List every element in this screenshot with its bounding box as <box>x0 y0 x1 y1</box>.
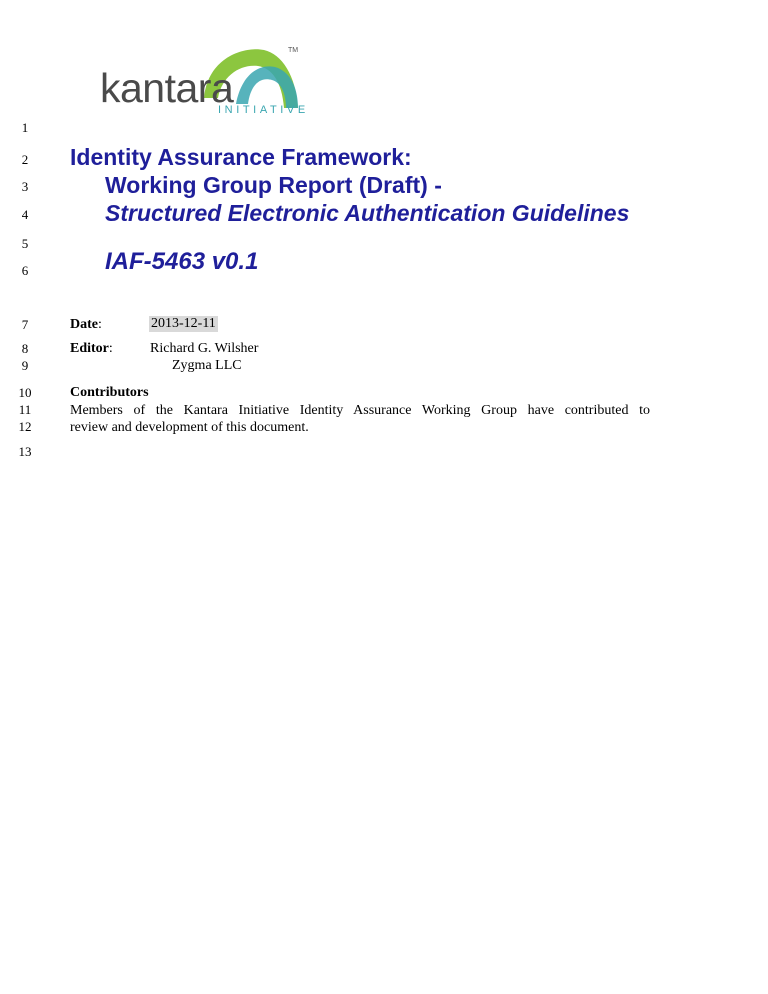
contributors-heading: Contributors <box>70 385 149 400</box>
line-number: 6 <box>21 263 29 278</box>
line-number: 13 <box>18 444 32 459</box>
trademark-mark: TM <box>288 47 299 54</box>
line-number: 2 <box>21 152 29 167</box>
kantara-logo <box>96 38 309 122</box>
editor-name: Richard G. Wilsher <box>150 341 259 356</box>
line-number: 1 <box>21 120 29 135</box>
line-number: 4 <box>21 207 29 222</box>
line-number: 3 <box>21 179 29 194</box>
line-number: 7 <box>21 317 29 332</box>
document-title-line-3: Structured Electronic Authentication Guidelines <box>105 200 630 226</box>
date-label: Date: <box>70 317 102 332</box>
logo-subtitle: INITIATIVE <box>218 104 309 116</box>
line-number: 12 <box>18 419 32 434</box>
line-number: 9 <box>21 358 29 373</box>
line-number: 10 <box>18 385 32 400</box>
document-id: IAF-5463 v0.1 <box>105 248 259 275</box>
logo-wordmark: kantara <box>100 65 234 111</box>
contributors-text-line-2: review and development of this document. <box>70 420 309 435</box>
line-number: 5 <box>21 236 29 251</box>
editor-organization: Zygma LLC <box>172 358 242 373</box>
contributors-paragraph <box>70 402 650 436</box>
line-number: 11 <box>18 402 32 417</box>
editor-label: Editor: <box>70 341 113 356</box>
document-title-line-1: Identity Assurance Framework: <box>70 144 412 170</box>
line-number: 8 <box>21 341 29 356</box>
contributors-text-line-1: Members of the Kantara Initiative Identity Assurance Working Group have contributed to <box>70 403 650 418</box>
date-value: 2013-12-11 <box>151 316 216 331</box>
document-title-line-2: Working Group Report (Draft) - <box>105 172 442 198</box>
